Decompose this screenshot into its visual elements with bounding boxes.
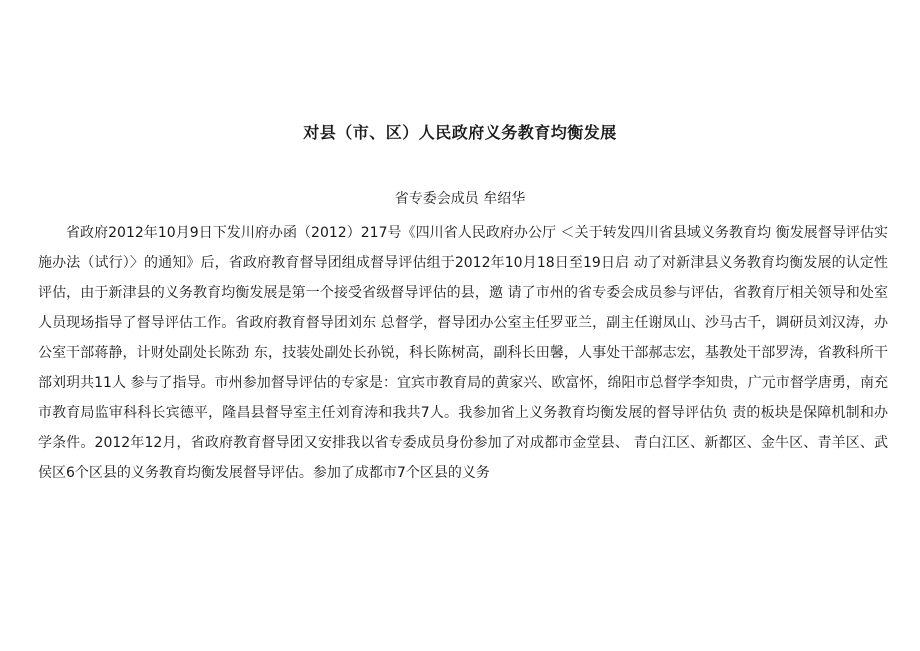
body-paragraph: 省政府2012年10月9日下发川府办函（2012）217号《四川省人民政府办公厅 ＜关于转发四川省县域义务教育均 衡发展督导评估实施办法（试行）〉的通知》后，省政府教育督导团组成督导评估组于2012年10月18日至19日启 动了对新津县义务教育均衡发展的认定性评估，由于新津县的义务教育均衡发展是第一个接受省级督导评估的县，邀 请了市州的省专委会成员参与评估，省教育厅相关领导和处室人员现场指导了督导评估工作。省政府教育督导团刘东 总督学，督导团办公室主任罗亚兰，副主任谢凤山、沙马古千，调研员刘汉涛，办公室干部蒋静，计财处副处长陈劲 东，技装处副处长孙锐，科长陈树高，副科长田馨，人事处干部郝志宏，基教处干部罗涛，省教科所干部刘玥共11人 参与了指导。市州参加督导评估的专家是：宜宾市教育局的黄家兴、欧富怀，绵阳市总督学李知贵，广元市督学唐勇，南充市教育局监审科科长宾德平，隆昌县督导室主任刘育涛和我共7人。我参加省上义务教育均衡发展的督导评估负 责的板块是保障机制和办学条件。2012年12月，省政府教育督导团又安排我以省专委成员身份参加了对成都市金堂县、 青白江区、新都区、金牛区、青羊区、武侯区6个区县的义务教育均衡发展督导评估。参加了成都市7个区县的义务 xyxy=(38,225,888,481)
author-line: 省专委会成员 牟绍华 xyxy=(394,191,526,207)
document-title: 对县（市、区）人民政府义务教育均衡发展 xyxy=(303,123,617,142)
